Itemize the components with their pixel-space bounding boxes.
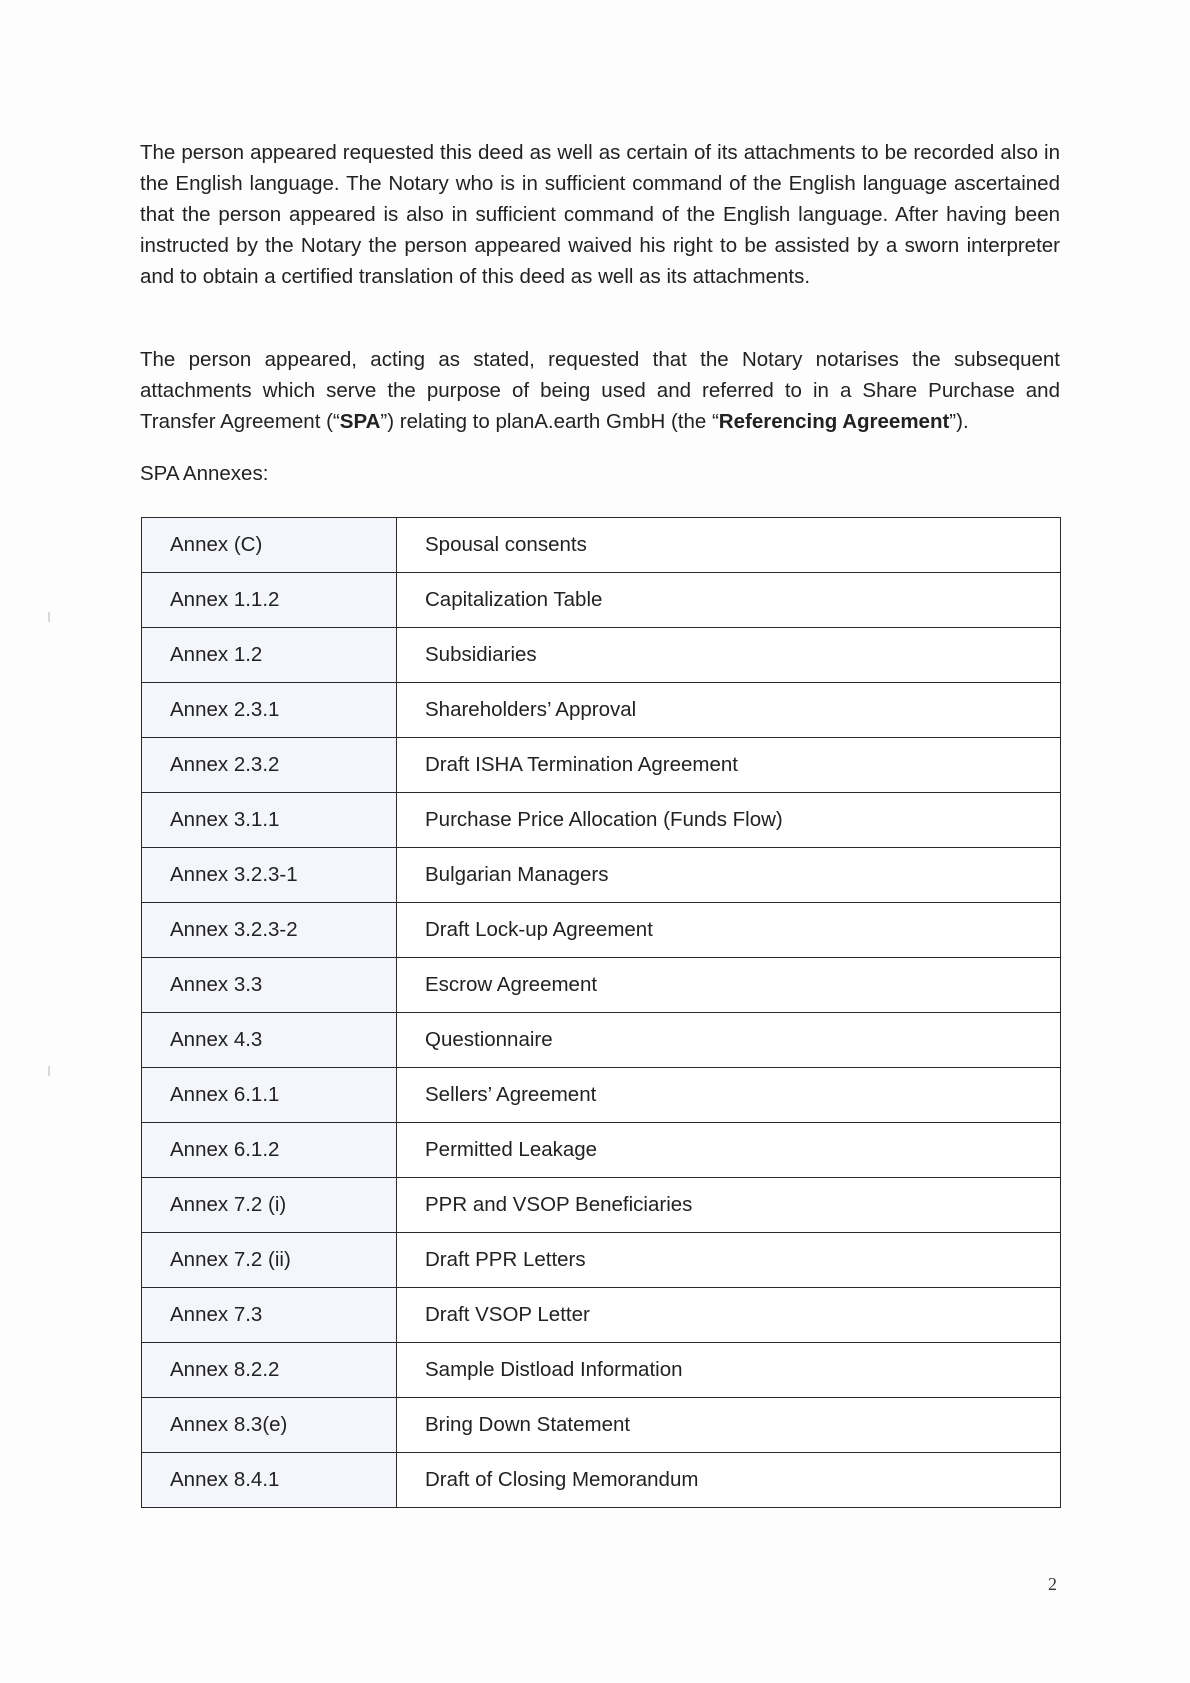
annex-number-cell: Annex 7.2 (i)	[142, 1178, 397, 1233]
annex-title-cell: Draft PPR Letters	[397, 1233, 1061, 1288]
scan-speck	[48, 1066, 50, 1076]
table-row	[142, 958, 1061, 1013]
table-row	[142, 1233, 1061, 1288]
annex-number-cell: Annex 3.1.1	[142, 793, 397, 848]
annex-number-cell: Annex 3.2.3-2	[142, 903, 397, 958]
annex-title-cell: Escrow Agreement	[397, 958, 1061, 1013]
annex-title-cell: Sample Distload Information	[397, 1343, 1061, 1398]
table-row	[142, 628, 1061, 683]
table-row	[142, 1398, 1061, 1453]
scan-speck	[48, 612, 50, 622]
table-row	[142, 1288, 1061, 1343]
table-row	[142, 1178, 1061, 1233]
annex-number-cell: Annex 7.3	[142, 1288, 397, 1343]
annex-title-cell: Shareholders’ Approval	[397, 683, 1061, 738]
paragraph2-text-2: ”) relating to planA.earth GmbH (the “	[380, 410, 719, 433]
annex-title-cell: Draft of Closing Memorandum	[397, 1453, 1061, 1508]
table-row	[142, 1068, 1061, 1123]
paragraph2-text-3: ”).	[949, 410, 969, 433]
annexes-heading: SPA Annexes:	[140, 462, 269, 485]
annex-title-cell: PPR and VSOP Beneficiaries	[397, 1178, 1061, 1233]
table-row	[142, 793, 1061, 848]
paragraph-language: The person appeared requested this deed as well as certain of its attachments to be recorded also in the English language. The Notary who is in sufficient command of the English language ascertained that the person appeared is also in sufficient command of the English language. After having been instructed by the Notary the person appeared waived his right to be assisted by a sworn interpreter and to obtain a certified translation of this deed as well as its attachments.	[140, 141, 1060, 288]
annex-title-cell: Sellers’ Agreement	[397, 1068, 1061, 1123]
table-row	[142, 518, 1061, 573]
annex-title-cell: Spousal consents	[397, 518, 1061, 573]
annex-title-cell: Bulgarian Managers	[397, 848, 1061, 903]
table-row	[142, 738, 1061, 793]
annex-number-cell: Annex 6.1.2	[142, 1123, 397, 1178]
annex-number-cell: Annex 4.3	[142, 1013, 397, 1068]
annex-title-cell: Bring Down Statement	[397, 1398, 1061, 1453]
annex-title-cell: Draft Lock-up Agreement	[397, 903, 1061, 958]
page-number: 2	[1048, 1574, 1057, 1594]
table-row	[142, 683, 1061, 738]
annex-title-cell: Subsidiaries	[397, 628, 1061, 683]
table-row	[142, 903, 1061, 958]
annex-title-cell: Draft VSOP Letter	[397, 1288, 1061, 1343]
table-row	[142, 573, 1061, 628]
table-row	[142, 1123, 1061, 1178]
annex-title-cell: Questionnaire	[397, 1013, 1061, 1068]
annex-number-cell: Annex 1.1.2	[142, 573, 397, 628]
annex-number-cell: Annex 3.2.3-1	[142, 848, 397, 903]
paragraph-notarisation	[140, 344, 1060, 437]
spa-term: SPA	[339, 410, 381, 433]
annex-number-cell: Annex 1.2	[142, 628, 397, 683]
paragraph2-text-1: The person appeared, acting as stated, requested that the Notary notarises the subsequent attachments which serve the purpose of being used and referred to in a Share Purchase and Transfer Agreement (“	[140, 348, 1060, 433]
annex-title-cell: Purchase Price Allocation (Funds Flow)	[397, 793, 1061, 848]
annexes-table-body	[142, 518, 1061, 1508]
annex-number-cell: Annex 8.3(e)	[142, 1398, 397, 1453]
table-row	[142, 848, 1061, 903]
annex-title-cell: Capitalization Table	[397, 573, 1061, 628]
table-row	[142, 1343, 1061, 1398]
annex-title-cell: Draft ISHA Termination Agreement	[397, 738, 1061, 793]
annex-number-cell: Annex 2.3.1	[142, 683, 397, 738]
annex-title-cell: Permitted Leakage	[397, 1123, 1061, 1178]
table-row	[142, 1013, 1061, 1068]
table-row	[142, 1453, 1061, 1508]
annex-number-cell: Annex 8.4.1	[142, 1453, 397, 1508]
referencing-agreement-term: Referencing Agreement	[718, 410, 950, 433]
annex-number-cell: Annex 3.3	[142, 958, 397, 1013]
annex-number-cell: Annex (C)	[142, 518, 397, 573]
annex-number-cell: Annex 2.3.2	[142, 738, 397, 793]
annex-number-cell: Annex 6.1.1	[142, 1068, 397, 1123]
annex-number-cell: Annex 7.2 (ii)	[142, 1233, 397, 1288]
annexes-table	[141, 517, 1061, 1508]
annex-number-cell: Annex 8.2.2	[142, 1343, 397, 1398]
